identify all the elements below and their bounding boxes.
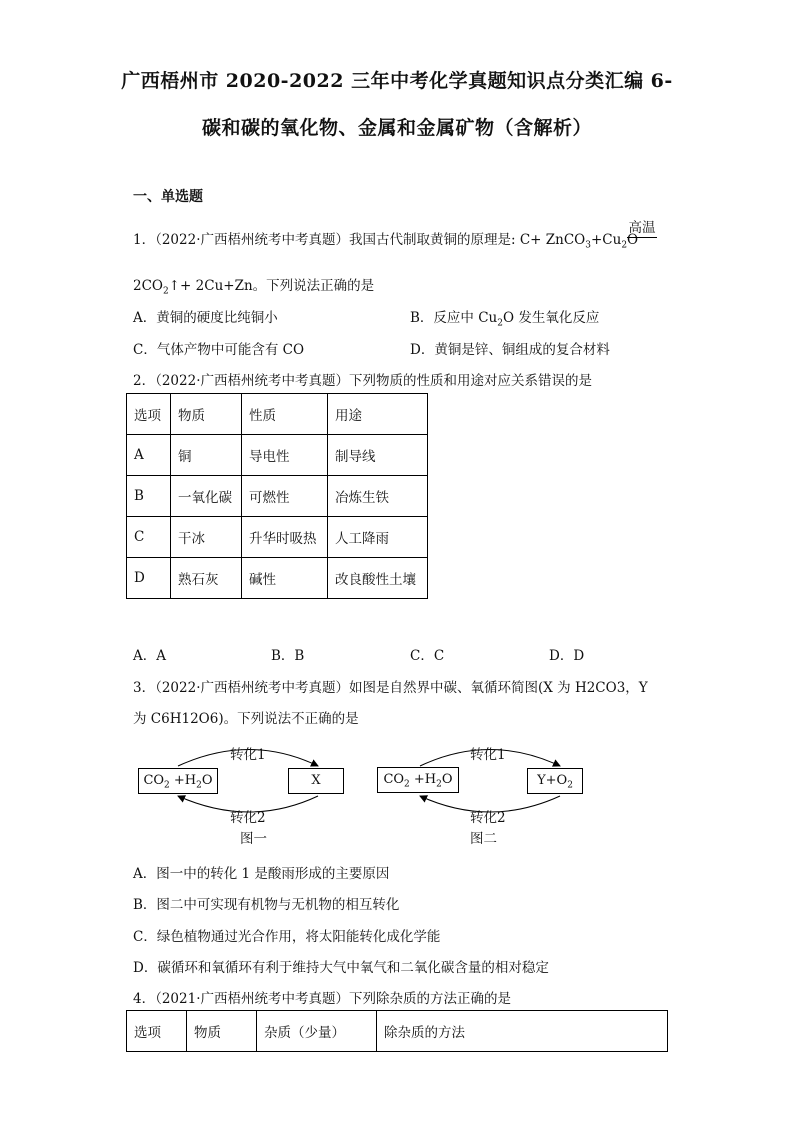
- table-cell: 熟石灰: [171, 558, 242, 599]
- q3-option-c[interactable]: C．绿色植物通过光合作用，将太阳能转化成化学能: [133, 929, 441, 945]
- q3-option-d[interactable]: D．碳循环和氧循环有利于维持大气中氧气和二氧化碳含量的相对稳定: [133, 960, 549, 976]
- fig1-label-top: 转化1: [230, 747, 266, 763]
- q1-sub2: 2: [621, 240, 628, 251]
- q1-text: 1．（2022·广西梧州统考中考真题）我国古代制取黄铜的原理是: C+ ZnCO: [133, 232, 586, 248]
- reaction-condition-label: 高温: [628, 220, 656, 236]
- q1-line2-sub: 2: [163, 286, 169, 297]
- fig1-left-sub2: 2: [196, 780, 202, 791]
- table-cell: 碱性: [242, 558, 328, 599]
- fig2-left-mid: +H: [409, 772, 437, 787]
- table-cell: 改良酸性土壤: [328, 558, 428, 599]
- table-cell: 制导线: [328, 435, 428, 476]
- table-header-cell: 用途: [328, 394, 428, 435]
- doc-title-line2: 碳和碳的氧化物、金属和金属矿物（含解析）: [201, 117, 592, 139]
- q2-option-c[interactable]: C．C: [410, 648, 445, 664]
- q2-option-a[interactable]: A．A: [133, 648, 166, 664]
- table-header-cell: 选项: [127, 1011, 187, 1052]
- q1-option-c[interactable]: C．气体产物中可能含有 CO: [133, 342, 305, 358]
- table-header-cell: 性质: [242, 394, 328, 435]
- fig2-right-pre: Y+O: [537, 773, 568, 788]
- table-cell: B: [127, 476, 171, 517]
- q4-table: [126, 1010, 668, 1052]
- fig2-left-pre: CO: [383, 772, 405, 787]
- q3-stem-line2: 为 C6H12O6)。下列说法不正确的是: [133, 711, 359, 727]
- table-header-cell: 物质: [187, 1011, 257, 1052]
- table-cell: A: [127, 435, 171, 476]
- q2-stem: 2．（2022·广西梧州统考中考真题）下列物质的性质和用途对应关系错误的是: [133, 373, 592, 389]
- fig2-box-right: [527, 768, 583, 794]
- table-cell: D: [127, 558, 171, 599]
- q1-optb-sub: 2: [497, 318, 503, 329]
- fig2-label-bottom: 转化2: [470, 810, 506, 826]
- table-cell: 一氧化碳: [171, 476, 242, 517]
- q1-line2b: ↑+ 2Cu+Zn。下列说法正确的是: [168, 278, 375, 294]
- fig2-caption: 图二: [470, 831, 497, 847]
- q1-plus: +Cu: [590, 232, 622, 248]
- fig1-box-left: [138, 768, 218, 794]
- fig2-box-left: [377, 767, 459, 793]
- q4-stem: 4．（2021·广西梧州统考中考真题）下列除杂质的方法正确的是: [133, 991, 511, 1007]
- fig1-caption: 图一: [240, 831, 267, 847]
- fig1-left-sub: 2: [164, 780, 170, 791]
- fig2-left-post: O: [441, 772, 453, 787]
- fig2-label-top: 转化1: [470, 747, 506, 763]
- table-cell: 人工降雨: [328, 517, 428, 558]
- table-cell: 导电性: [242, 435, 328, 476]
- table-cell: 干冰: [171, 517, 242, 558]
- q1-optb-post: O 发生氧化反应: [502, 310, 600, 326]
- doc-title-line1: 广西梧州市 2020-2022 三年中考化学真题知识点分类汇编 6-: [121, 70, 673, 92]
- fig1-label-bottom: 转化2: [230, 810, 266, 826]
- table-header-cell: 杂质（少量）: [257, 1011, 377, 1052]
- q1-option-a[interactable]: A．黄铜的硬度比纯铜小: [133, 310, 278, 326]
- q3-option-b[interactable]: B．图二中可实现有机物与无机物的相互转化: [133, 897, 400, 913]
- table-cell: C: [127, 517, 171, 558]
- fig1-box-right: X: [288, 768, 344, 794]
- section-heading: 一、单选题: [133, 189, 203, 205]
- fig2-left-sub2: 2: [436, 779, 442, 790]
- q1-option-d[interactable]: D．黄铜是锌、铜组成的复合材料: [410, 342, 610, 358]
- q2-option-b[interactable]: B．B: [271, 648, 305, 664]
- fig2-left-sub: 2: [404, 779, 410, 790]
- fig1-left-post: O: [201, 773, 213, 788]
- table-header-row: [127, 1011, 668, 1052]
- fig1-left-mid: +H: [169, 773, 197, 788]
- table-cell: 铜: [171, 435, 242, 476]
- q1-line2a: 2CO: [133, 278, 163, 294]
- table-cell: 可燃性: [242, 476, 328, 517]
- fig2-right-sub: 2: [567, 780, 573, 791]
- table-header-cell: 除杂质的方法: [377, 1011, 668, 1052]
- q2-option-d[interactable]: D．D: [549, 648, 585, 664]
- table-header-cell: 物质: [171, 394, 242, 435]
- q1-sub: 3: [585, 240, 591, 251]
- q3-stem-line1: 3．（2022·广西梧州统考中考真题）如图是自然界中碳、氧循环简图(X 为 H2CO3，Y: [133, 680, 648, 696]
- q1-optb-pre: B．反应中 Cu: [410, 310, 498, 326]
- q3-option-a[interactable]: A．图一中的转化 1 是酸雨形成的主要原因: [133, 866, 390, 882]
- q1-o: O: [627, 232, 639, 248]
- table-header-cell: 选项: [127, 394, 171, 435]
- table-cell: 升华时吸热: [242, 517, 328, 558]
- table-cell: 冶炼生铁: [328, 476, 428, 517]
- fig1-left-pre: CO: [143, 773, 165, 788]
